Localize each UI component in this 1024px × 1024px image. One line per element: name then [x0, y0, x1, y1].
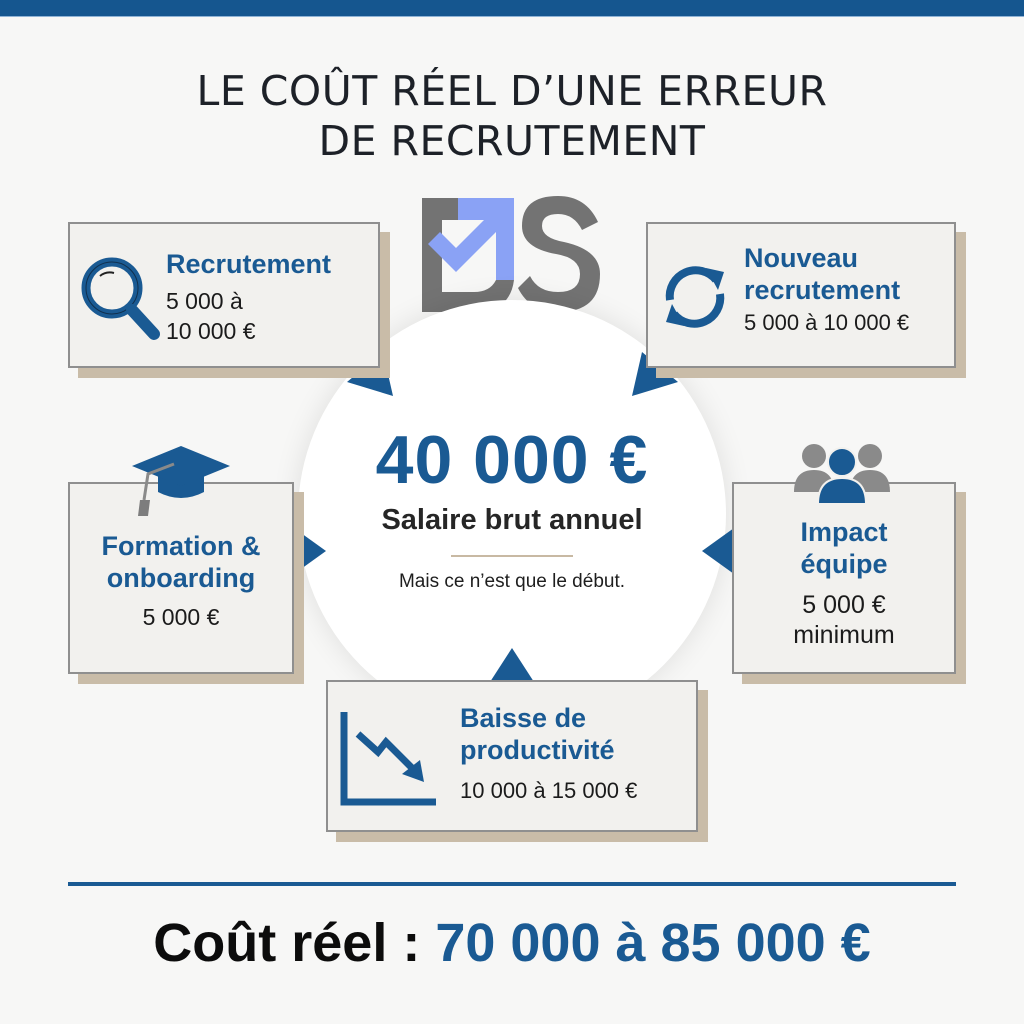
card-recrutement — [68, 222, 380, 368]
salary-label: Salaire brut annuel — [381, 504, 643, 536]
card-impact-equipe — [732, 482, 956, 674]
card-title-line-2: onboarding — [106, 563, 256, 593]
total-cost — [0, 910, 1024, 976]
salary-amount: 40 000 € — [375, 422, 649, 498]
center-salary-block — [298, 420, 726, 593]
card-title: Recrutement — [166, 249, 332, 279]
card-nouveau-recrutement — [646, 222, 956, 368]
trend-down-chart-icon — [340, 710, 436, 806]
title-line-2: DE RECRUTEMENT — [318, 117, 706, 165]
card-value-line-1: 5 000 € — [802, 591, 886, 619]
center-divider — [451, 555, 573, 557]
top-banner-bar — [0, 0, 1024, 17]
card-value: 5 000 à 10 000 € — [744, 310, 910, 335]
card-value: 5 000 € — [142, 604, 220, 630]
card-value: 10 000 à 15 000 € — [460, 778, 638, 803]
card-baisse-productivite — [326, 680, 698, 832]
card-title-line-2: équipe — [800, 549, 888, 579]
total-cost-value: 70 000 à 85 000 € — [435, 913, 871, 973]
card-title-line-1: Baisse de — [460, 703, 587, 733]
ds-logo-icon — [418, 192, 608, 314]
card-title-line-2: productivité — [460, 735, 615, 765]
page-title — [0, 66, 1024, 166]
center-note: Mais ce n’est que le début. — [398, 571, 626, 592]
footer-divider — [68, 882, 956, 886]
arrow-from-productivite-icon — [488, 648, 536, 682]
card-title-line-1: Impact — [800, 517, 888, 547]
magnifying-glass-icon — [78, 254, 160, 342]
card-title-line-1: Nouveau — [744, 243, 859, 273]
card-value-line-2: minimum — [793, 621, 895, 649]
card-value-line-2: 10 000 € — [166, 318, 256, 344]
team-people-icon — [794, 442, 890, 504]
card-value-line-1: 5 000 à — [166, 288, 243, 314]
card-title-line-1: Formation & — [101, 531, 261, 561]
card-title-line-2: recrutement — [744, 275, 901, 305]
total-cost-label: Coût réel : — [153, 913, 436, 973]
title-line-1: LE COÛT RÉEL D’UNE ERREUR — [196, 67, 828, 115]
refresh-cycle-icon — [660, 262, 730, 332]
graduation-cap-icon — [128, 444, 234, 516]
